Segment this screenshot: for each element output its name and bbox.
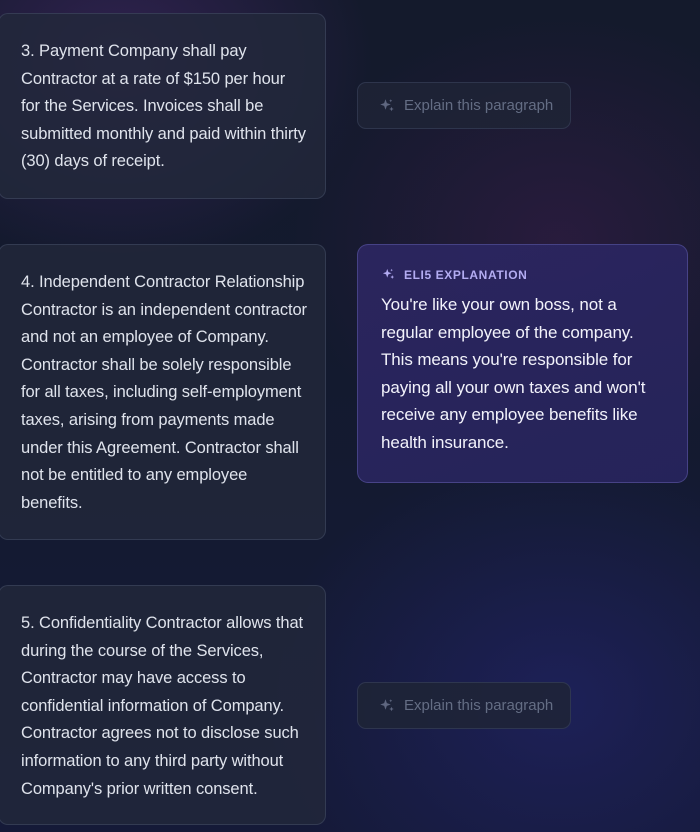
explain-button-label: Explain this paragraph <box>404 697 554 714</box>
explain-paragraph-button-3[interactable] <box>357 82 571 129</box>
eli5-explanation-card <box>357 244 688 483</box>
eli5-header <box>381 267 669 282</box>
explain-button-label: Explain this paragraph <box>404 97 554 114</box>
clause-text: 4. Independent Contractor Relationship Contractor is an independent contractor and not an employee of Company. Contractor shall be solely responsible for all taxes, including self-employment taxes, arising from payments made under this Agreement. Contractor shall not be entitled to any employee benefits. <box>21 273 307 512</box>
sparkles-icon <box>378 697 396 715</box>
sparkles-icon <box>378 97 396 115</box>
sparkles-icon <box>381 267 396 282</box>
clause-text: 3. Payment Company shall pay Contractor at a rate of $150 per hour for the Services. Invoices shall be submitted monthly and paid within thirty (30) days of receipt. <box>21 42 306 171</box>
clause-card-3 <box>0 13 326 199</box>
explain-paragraph-button-5[interactable] <box>357 682 571 729</box>
eli5-explanation-text: You're like your own boss, not a regular employee of the company. This means you're responsible for paying all your own taxes and won't receive any employee benefits like health insurance. <box>381 295 646 452</box>
clause-text: 5. Confidentiality Contractor allows that during the course of the Services, Contractor may have access to confidential information of Company. Contractor agrees not to disclose such information to any third party without Company's prior written consent. <box>21 614 304 798</box>
clause-card-4 <box>0 244 326 540</box>
clause-card-5 <box>0 585 326 825</box>
eli5-header-label: ELI5 EXPLANATION <box>404 267 528 282</box>
